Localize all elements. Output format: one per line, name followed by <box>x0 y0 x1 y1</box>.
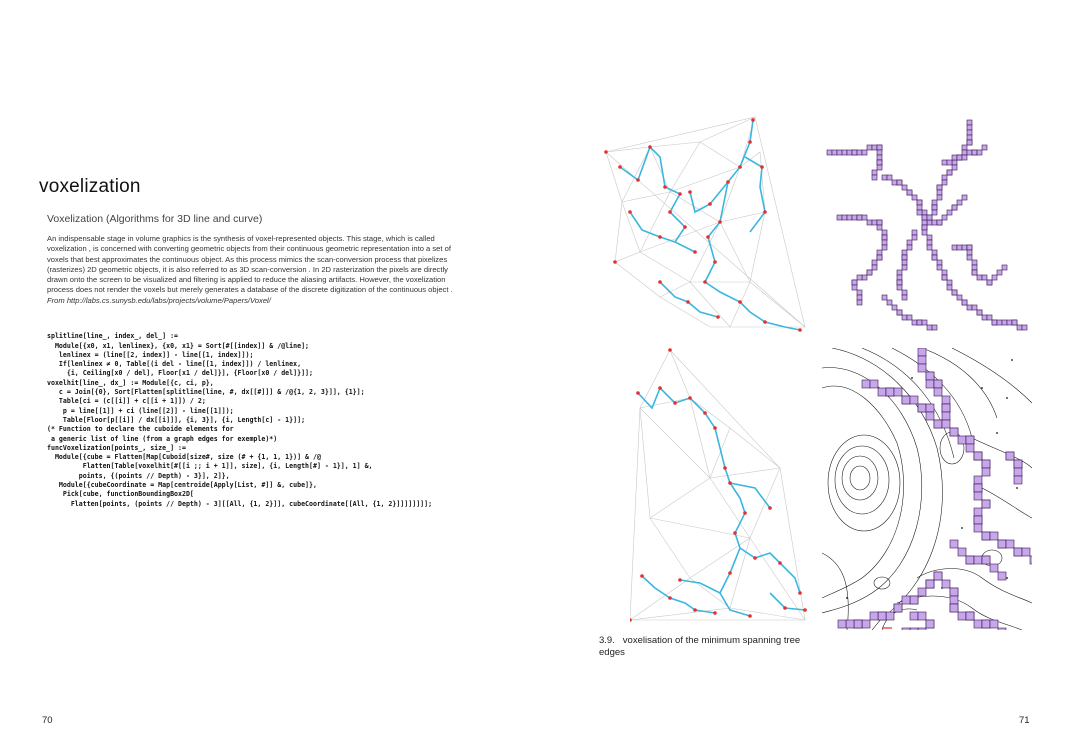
voxel-cube <box>918 404 926 412</box>
voxel-cube <box>1014 460 1022 468</box>
page-number-right: 71 <box>1019 715 1030 726</box>
voxel-cube <box>867 220 872 225</box>
delaunay-edges <box>630 350 805 620</box>
voxel-cube <box>950 540 958 548</box>
voxel-cube <box>910 596 918 604</box>
voxel-cube <box>847 215 852 220</box>
figure-caption <box>599 635 819 659</box>
voxel-cube <box>934 380 942 388</box>
voxel-cube <box>982 460 990 468</box>
voxel-cube <box>862 275 867 280</box>
voxel-cube <box>982 556 990 564</box>
voxel-cube <box>942 396 950 404</box>
code-line: Module[{cube = Flatten[Map[Cuboid[size#, size (# + {1, 1, 1})] & /@ <box>47 453 321 462</box>
voxel-cube <box>918 612 926 620</box>
voxel-cube <box>997 320 1002 325</box>
voxel-cube <box>1002 265 1007 270</box>
voxel-cube <box>897 275 902 280</box>
voxel-cube <box>902 290 907 295</box>
voxel-cube <box>852 280 857 285</box>
voxel-cube <box>877 160 882 165</box>
voxel-cube <box>1014 476 1022 484</box>
voxel-cube <box>982 275 987 280</box>
voxel-cube <box>962 150 967 155</box>
code-line: Pick[cube, functionBoundingBox2D[ <box>47 490 194 499</box>
voxel-cube <box>950 428 958 436</box>
voxel-cube <box>932 210 937 215</box>
voxel-cube <box>957 155 962 160</box>
caption-number: 3.9. <box>599 635 615 646</box>
voxel-cube <box>952 165 957 170</box>
voxel-cube <box>846 620 854 628</box>
voxel-cube <box>847 150 852 155</box>
voxel-cube <box>897 280 902 285</box>
voxel-cube <box>937 260 942 265</box>
code-line: (* Function to declare the cuboide elements for <box>47 425 234 434</box>
voxel-cube <box>987 280 992 285</box>
voxel-cube <box>877 255 882 260</box>
voxel-cube <box>952 160 957 165</box>
voxel-cube <box>962 300 967 305</box>
voxel-cube <box>942 160 947 165</box>
voxel-cube <box>942 270 947 275</box>
voxel-cube <box>922 230 927 235</box>
voxel-cube <box>926 412 934 420</box>
voxel-cube <box>882 230 887 235</box>
figure-voxels-top <box>822 115 1032 335</box>
voxel-cube <box>992 320 997 325</box>
voxel-cube <box>958 548 966 556</box>
voxel-cube <box>982 145 987 150</box>
voxel-cube <box>870 612 878 620</box>
voxel-cube <box>902 315 907 320</box>
voxel-cube <box>922 225 927 230</box>
voxel-cube <box>982 468 990 476</box>
voxel-cube <box>937 220 942 225</box>
voxel-cube <box>857 150 862 155</box>
voxel-cube <box>932 205 937 210</box>
voxel-cube <box>967 245 972 250</box>
code-line: splitline[line_, index_, del_] := <box>47 332 179 341</box>
voxel-cube <box>887 300 892 305</box>
voxel-cube <box>942 275 947 280</box>
voxel-cube <box>967 140 972 145</box>
voxel-cube <box>974 620 982 628</box>
voxel-cube <box>927 325 932 330</box>
voxel-cube <box>926 620 934 628</box>
voxel-cube <box>878 612 886 620</box>
voxel-cube <box>974 492 982 500</box>
voxel-cube <box>1007 320 1012 325</box>
voxel-cube <box>1014 548 1022 556</box>
voxel-cube <box>962 145 967 150</box>
voxel-cube <box>966 436 974 444</box>
voxel-cube <box>998 572 1006 580</box>
voxel-cube <box>966 556 974 564</box>
voxel-cube <box>862 215 867 220</box>
voxel-cube <box>902 250 907 255</box>
voxel-cube <box>922 320 927 325</box>
voxel-cube <box>827 150 832 155</box>
voxel-cube <box>912 235 917 240</box>
voxel-cube <box>974 452 982 460</box>
voxel-cube <box>950 588 958 596</box>
voxel-cube <box>957 200 962 205</box>
voxel-cube <box>897 310 902 315</box>
voxel-cube <box>902 185 907 190</box>
voxel-cube <box>838 620 846 628</box>
voxel-cube <box>872 145 877 150</box>
voxel-cube <box>947 210 952 215</box>
voxel-cube <box>947 280 952 285</box>
voxel-cube <box>1006 452 1014 460</box>
code-line: a generic list of line (from a graph edges for exemple)*) <box>47 434 278 443</box>
voxel-cube <box>942 420 950 428</box>
voxel-cube <box>886 388 894 396</box>
code-line: Module[{x0, x1, lenlinex}, {x0, x1} = Sort[#[[index]] & /@line]; <box>47 341 310 350</box>
voxel-cube <box>897 270 902 275</box>
voxel-cube <box>947 285 952 290</box>
voxel-cube <box>958 612 966 620</box>
voxel-cube <box>854 620 862 628</box>
voxel-cube <box>937 265 942 270</box>
voxel-cube <box>967 130 972 135</box>
voxel-cube <box>967 305 972 310</box>
voxel-cube <box>892 180 897 185</box>
voxel-cube <box>918 348 926 356</box>
voxel-cube <box>926 580 934 588</box>
voxel-cubes <box>827 120 1027 330</box>
voxel-cube <box>962 195 967 200</box>
voxel-cube <box>974 556 982 564</box>
code-line: lenlinex = (line[[2, index]] - line[[1, index]]); <box>47 350 254 359</box>
voxel-cube <box>902 596 910 604</box>
page-title: voxelization <box>39 176 141 197</box>
voxel-cube <box>872 170 877 175</box>
page-number-left: 70 <box>42 715 53 726</box>
voxel-cube <box>872 260 877 265</box>
voxel-cube <box>857 290 862 295</box>
voxel-cube <box>974 508 982 516</box>
source-reference: From http://labs.cs.sunysb.edu/labs/projects/volume/Papers/Voxel/ <box>47 295 271 305</box>
voxel-cube <box>977 150 982 155</box>
voxel-cube <box>872 220 877 225</box>
voxel-cube <box>962 245 967 250</box>
voxel-cube <box>952 245 957 250</box>
voxel-cube <box>1030 556 1032 564</box>
figure-graph-bottom <box>630 348 815 630</box>
voxel-cube <box>998 628 1006 630</box>
voxel-cube <box>877 225 882 230</box>
voxel-cube <box>932 250 937 255</box>
voxel-cube <box>982 315 987 320</box>
voxel-cube <box>1012 320 1017 325</box>
voxel-cube <box>942 180 947 185</box>
voxel-cube <box>878 388 886 396</box>
voxel-cube <box>942 175 947 180</box>
voxel-cube <box>942 404 950 412</box>
voxel-cube <box>882 245 887 250</box>
voxel-cube <box>926 372 934 380</box>
voxel-cube <box>972 150 977 155</box>
code-line: voxelhit[line_, dx_] := Module[{c, ci, p}, <box>47 378 214 387</box>
voxel-cube <box>857 275 862 280</box>
voxel-cube <box>842 150 847 155</box>
voxel-cube <box>907 190 912 195</box>
voxel-cube <box>852 285 857 290</box>
voxel-cube <box>877 145 882 150</box>
voxel-cube <box>857 215 862 220</box>
voxel-cube <box>990 532 998 540</box>
voxel-cube <box>950 604 958 612</box>
voxel-cubes <box>838 348 1032 630</box>
voxel-cube <box>877 220 882 225</box>
voxel-cube <box>894 604 902 612</box>
voxel-cube <box>897 180 902 185</box>
voxel-cube <box>932 200 937 205</box>
voxel-cube <box>857 300 862 305</box>
voxel-cube <box>872 265 877 270</box>
voxel-cube <box>982 620 990 628</box>
voxel-cube <box>857 295 862 300</box>
voxel-cube <box>952 205 957 210</box>
voxel-cube <box>932 325 937 330</box>
voxel-cube <box>992 275 997 280</box>
voxel-cube <box>902 396 910 404</box>
contour-dots <box>846 359 1018 599</box>
voxel-cube <box>932 220 937 225</box>
voxel-cube <box>947 170 952 175</box>
voxel-cube <box>872 175 877 180</box>
code-listing <box>47 323 432 518</box>
voxel-cube <box>926 404 934 412</box>
body-paragraph: An indispensable stage in volume graphics is the synthesis of voxel-represented objects. This stage, which is called voxelization , is concerned with converting geometric objects from their continuous geometric representation into a set of voxels that best approximates the continuous object. As this process mimics the scan-conversion process that pixelizes (rasterizes) 2D geometric objects, it is also referred to as 3D scan-conversion . In 2D rasterization the pixels are directly drawn onto the screen to be visualized and filtering is applied to reduce the aliasing artifacts. However, the voxelization process does not render the voxels but merely generates a database of the discrete digitization of the continuous object . <box>47 234 453 295</box>
voxel-cube <box>907 245 912 250</box>
code-line: p = line[[1]] + ci (line[[2]] - line[[1]]); <box>47 406 234 415</box>
voxel-cube <box>927 235 932 240</box>
voxel-cube <box>918 356 926 364</box>
voxel-cube <box>912 320 917 325</box>
voxel-cube <box>912 230 917 235</box>
mst-edges <box>638 388 805 616</box>
voxel-cube <box>972 265 977 270</box>
voxel-cube <box>937 185 942 190</box>
voxel-cube <box>942 412 950 420</box>
voxel-cube <box>974 484 982 492</box>
voxel-cube <box>974 516 982 524</box>
voxel-cube <box>997 270 1002 275</box>
voxel-cube <box>837 215 842 220</box>
code-line: Flatten[Table[voxelhit[#[[i ;; i + 1]], size], {i, Length[#] - 1}], 1] &, <box>47 462 373 471</box>
voxel-cube <box>927 245 932 250</box>
voxel-cube <box>998 540 1006 548</box>
voxel-cube <box>918 588 926 596</box>
graph-nodes <box>630 348 807 622</box>
voxel-cube <box>832 150 837 155</box>
voxel-cube <box>882 175 887 180</box>
section-subtitle: Voxelization (Algorithms for 3D line and curve) <box>47 213 263 225</box>
voxel-cube <box>887 175 892 180</box>
voxel-cube <box>902 260 907 265</box>
code-line: Flatten[points, (points // Depth) - 3][[All, {1, 2}]], cubeCoordinate[[All, {1, 2}]]]]]]]]; <box>47 499 433 508</box>
voxel-cube <box>877 165 882 170</box>
caption-text: voxelisation of the minimum spanning tree edges <box>599 635 801 658</box>
voxel-cube <box>966 444 974 452</box>
voxel-cube <box>982 532 990 540</box>
code-line: {i, Ceiling[x0 / del], Floor[x1 / del]}], {Floor[x0 / del]}]]; <box>47 369 313 378</box>
voxel-cube <box>990 564 998 572</box>
voxel-cube <box>877 155 882 160</box>
voxel-cube <box>870 380 878 388</box>
voxel-cube <box>934 388 942 396</box>
voxel-cube <box>926 380 934 388</box>
voxel-cube <box>934 420 942 428</box>
code-line: points, {(points // Depth) - 3}], 2]}, <box>47 471 230 480</box>
voxel-cube <box>1002 320 1007 325</box>
voxel-cube <box>886 612 894 620</box>
voxel-cube <box>957 295 962 300</box>
voxel-cube <box>918 364 926 372</box>
voxel-cube <box>934 572 942 580</box>
figure-voxels-contour <box>822 348 1032 630</box>
code-line: c = Join[{0}, Sort[Flatten[splitline[line, #, dx[[#]]] & /@{1, 2, 3}]], {1}]; <box>47 388 365 397</box>
voxel-cube <box>837 150 842 155</box>
body-paragraph-block <box>47 234 467 306</box>
voxel-cube <box>972 305 977 310</box>
code-line: funcVoxelization[points_, size_] := <box>47 443 186 452</box>
voxel-cube <box>922 210 927 215</box>
voxel-cube <box>932 255 937 260</box>
code-line: If[lenlinex ≠ 0, Table[(i del - line[[1, index]]) / lenlinex, <box>47 360 302 369</box>
voxel-cube <box>918 628 926 630</box>
voxel-cube <box>917 205 922 210</box>
voxel-cube <box>967 120 972 125</box>
voxel-cube <box>967 150 972 155</box>
voxel-cube <box>972 270 977 275</box>
voxel-cube <box>1017 325 1022 330</box>
voxel-cube <box>897 285 902 290</box>
voxel-cube <box>950 596 958 604</box>
voxel-cube <box>882 240 887 245</box>
voxel-cube <box>962 155 967 160</box>
voxel-cube <box>912 195 917 200</box>
voxel-cube <box>907 315 912 320</box>
voxel-cube <box>952 155 957 160</box>
voxel-cube <box>882 295 887 300</box>
voxel-cube <box>867 145 872 150</box>
voxel-cube <box>910 612 918 620</box>
voxel-cube <box>862 620 870 628</box>
voxel-cube <box>902 255 907 260</box>
voxel-cube <box>910 396 918 404</box>
voxel-cube <box>882 235 887 240</box>
voxel-cube <box>1014 468 1022 476</box>
code-line: Table[ci = (c[[i]] + c[[i + 1]]) / 2; <box>47 397 206 406</box>
voxel-cube <box>902 265 907 270</box>
voxel-cube <box>967 255 972 260</box>
voxel-cube <box>902 628 910 630</box>
voxel-cube <box>1022 325 1027 330</box>
figure-graph-top <box>600 112 812 340</box>
code-line: Table[Floor[p[[i]] / dx[[i]]], {i, 3}], {i, Length[c] - 1}]]; <box>47 415 306 424</box>
voxel-cube <box>862 150 867 155</box>
voxel-cube <box>977 310 982 315</box>
voxel-cube <box>942 580 950 588</box>
voxel-cube <box>922 220 927 225</box>
voxel-cube <box>974 524 982 532</box>
voxel-cube <box>990 620 998 628</box>
voxel-cube <box>972 260 977 265</box>
voxel-cube <box>927 220 932 225</box>
voxel-cube <box>967 250 972 255</box>
voxel-cube <box>922 215 927 220</box>
voxel-cube <box>987 315 992 320</box>
voxel-cube <box>1006 540 1014 548</box>
voxel-cube <box>937 195 942 200</box>
voxel-cube <box>917 320 922 325</box>
voxel-cube <box>902 295 907 300</box>
voxel-cube <box>877 250 882 255</box>
voxel-cube <box>852 150 857 155</box>
voxel-cube <box>907 240 912 245</box>
voxel-cube <box>947 160 952 165</box>
voxel-cube <box>1022 548 1030 556</box>
code-line: Module[{cubeCoordinate = Map[centroide[Apply[List, #]] &, cube]}, <box>47 481 317 490</box>
voxel-cube <box>977 275 982 280</box>
voxel-cube <box>910 628 918 630</box>
voxel-cube <box>867 270 872 275</box>
voxel-cube <box>927 215 932 220</box>
voxel-cube <box>982 500 990 508</box>
voxel-cube <box>842 215 847 220</box>
voxel-cube <box>877 150 882 155</box>
voxel-cube <box>892 305 897 310</box>
voxel-cube <box>917 210 922 215</box>
voxel-cube <box>966 612 974 620</box>
voxel-cube <box>957 245 962 250</box>
voxel-cube <box>917 200 922 205</box>
voxel-cube <box>852 215 857 220</box>
voxel-cube <box>942 215 947 220</box>
voxel-cube <box>952 290 957 295</box>
voxel-cube <box>862 380 870 388</box>
voxel-cube <box>967 125 972 130</box>
voxel-cube <box>958 436 966 444</box>
voxel-cube <box>974 476 982 484</box>
voxel-cube <box>967 135 972 140</box>
voxel-cube <box>894 388 902 396</box>
voxel-cube <box>937 190 942 195</box>
voxel-cube <box>927 240 932 245</box>
